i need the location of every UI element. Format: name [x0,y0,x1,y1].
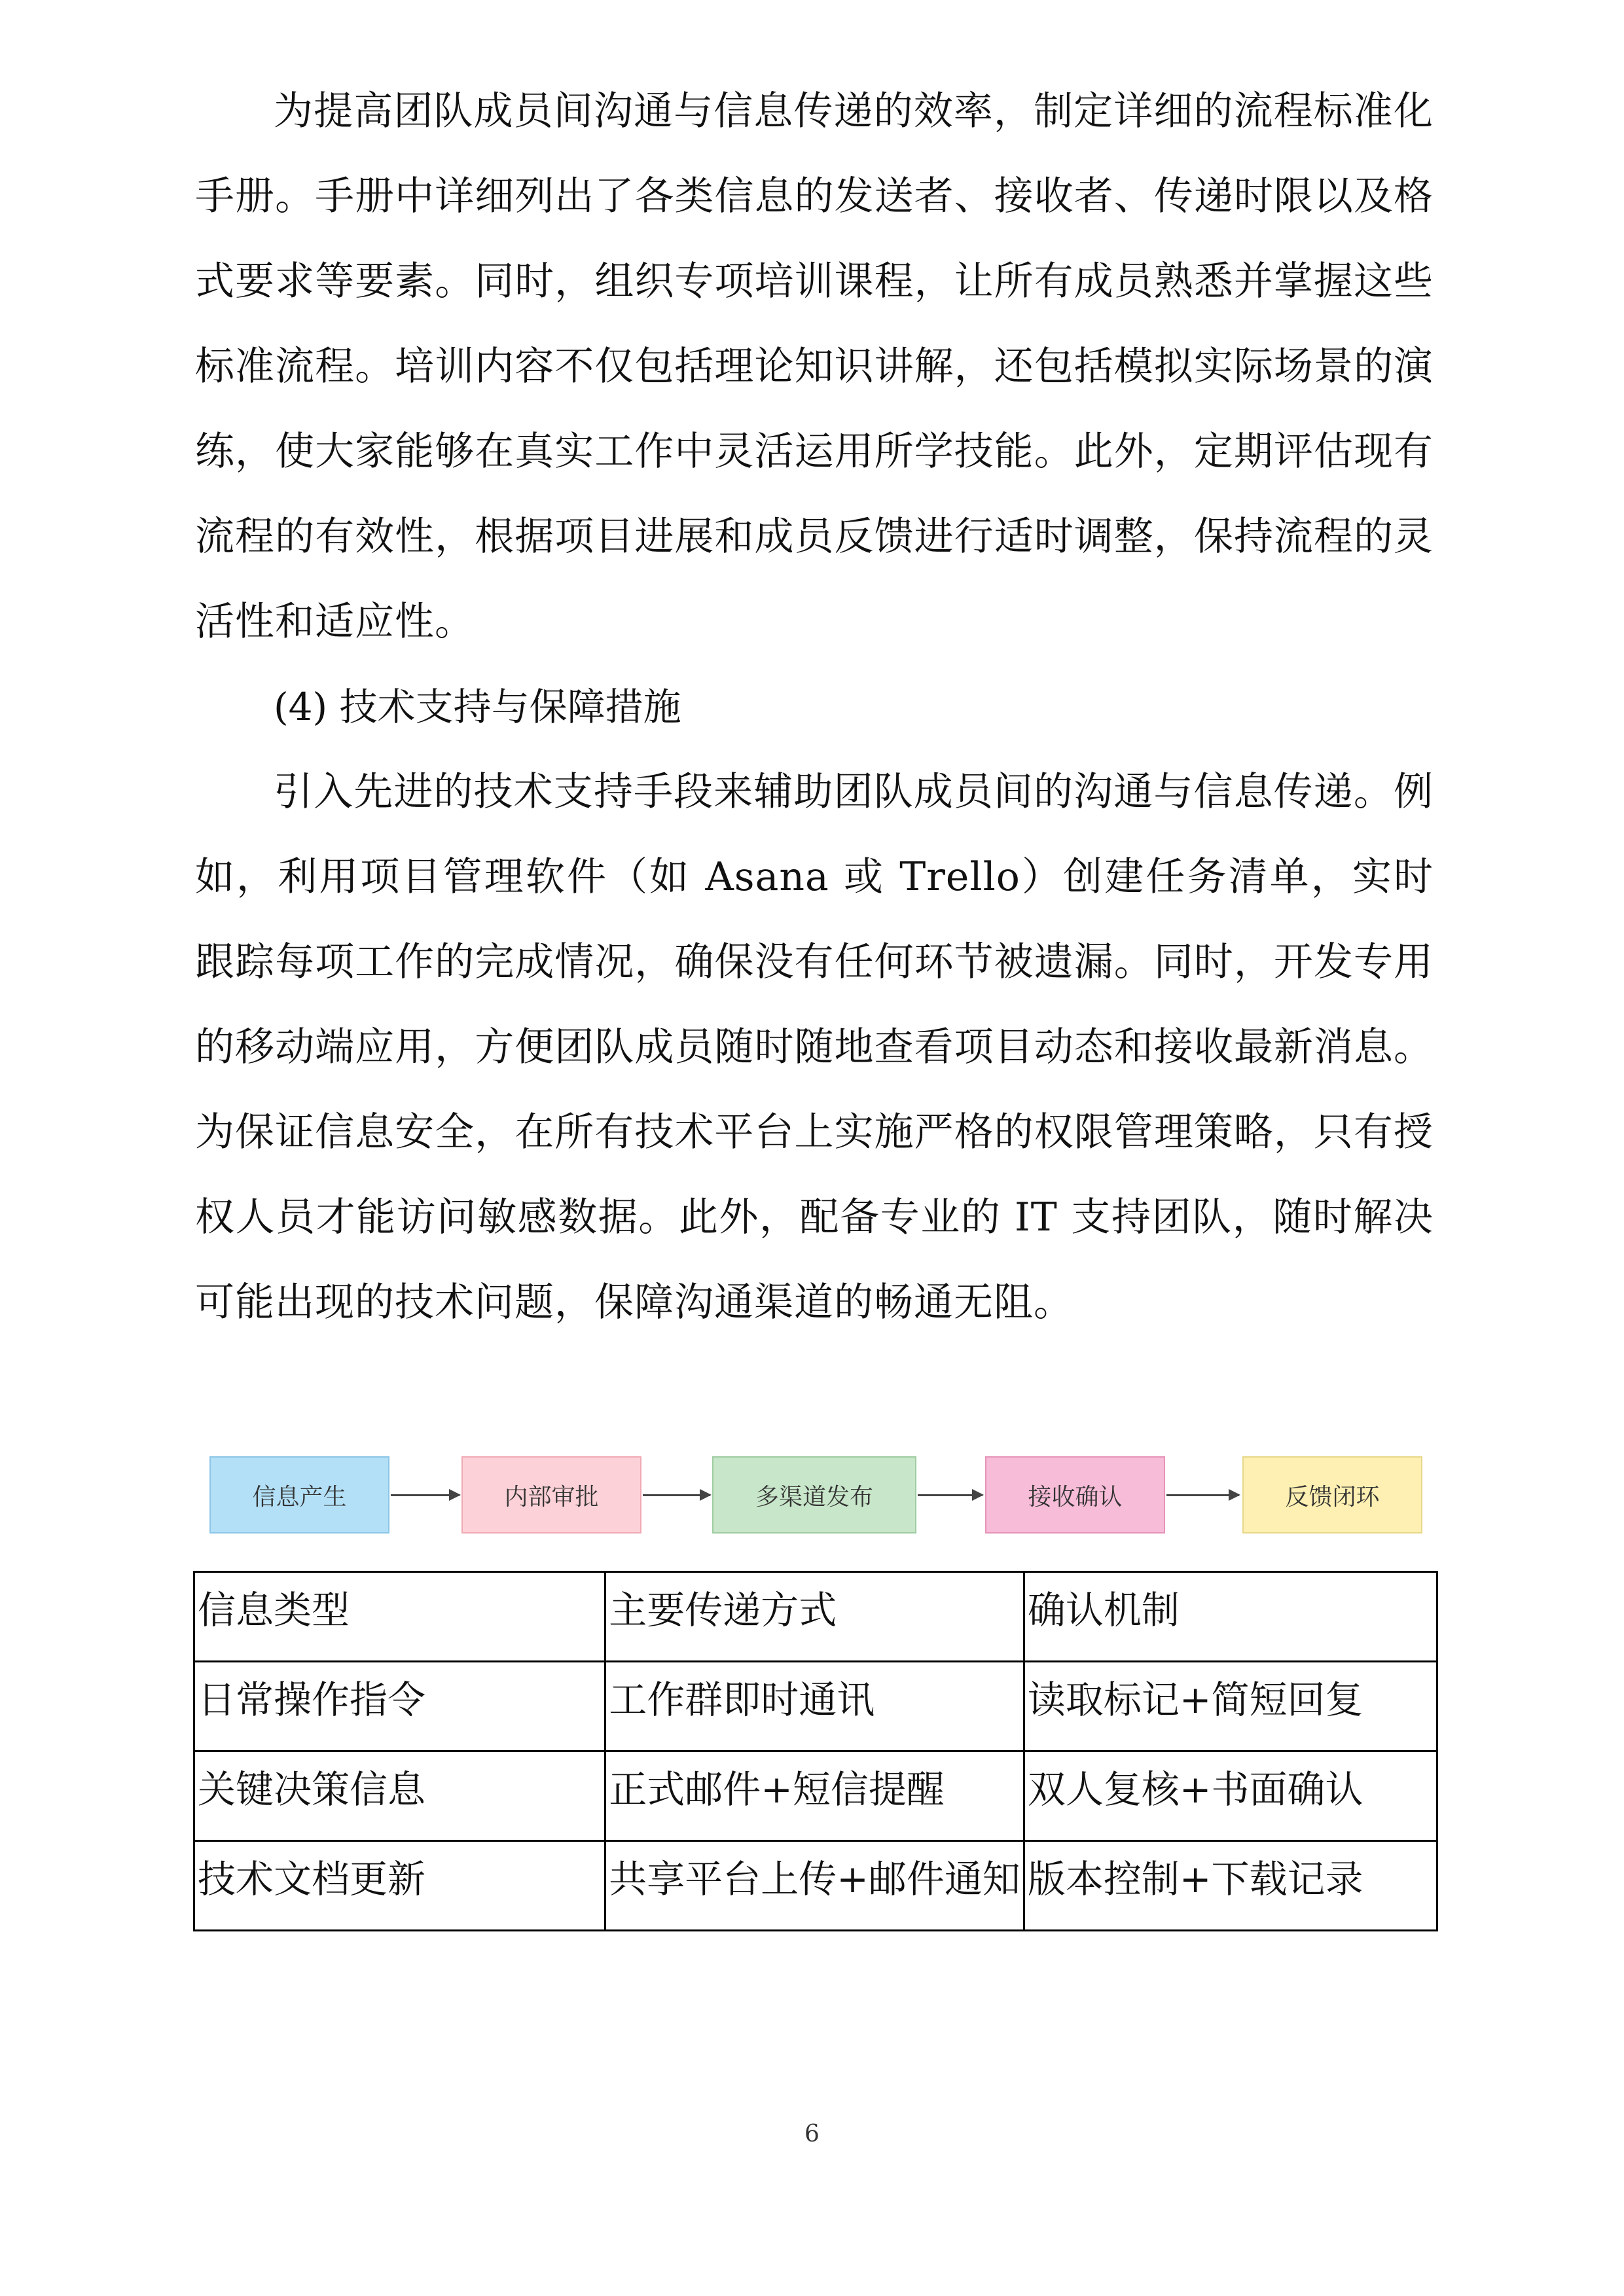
table-cell: 工作群即时通讯 [605,1662,1024,1751]
table-cell: 日常操作指令 [194,1662,605,1751]
table-row [194,1841,1437,1931]
table-row [194,1662,1437,1751]
body-paragraph: 引入先进的技术支持手段来辅助团队成员间的沟通与信息传递。例如，利用项目管理软件（如 Asana 或 Trello）创建任务清单，实时跟踪每项工作的完成情况，确保没有任何环节被遗漏。同时，开发专用的移动端应用，方便团队成员随时随地查看项目动态和接收最新消息。为保证信息安全，在所有技术平台上实施严格的权限管理策略，只有授权人员才能访问敏感数据。此外，配备专业的 IT 支持团队，随时解决可能出现的技术问题，保障沟通渠道的畅通无阻。 [195,769,1434,1325]
table-cell: 读取标记+简短回复 [1024,1662,1437,1751]
page-number: 6 [804,2121,820,2147]
flow-step-internal-approval: 内部审批 [461,1456,641,1534]
flow-step-feedback-loop: 反馈闭环 [1242,1456,1422,1534]
table-cell: 版本控制+下载记录 [1024,1841,1437,1931]
process-flow-diagram [209,1456,1427,1535]
table-cell: 技术文档更新 [194,1841,605,1931]
table-cell: 正式邮件+短信提醒 [605,1751,1024,1841]
flow-step-info-generated: 信息产生 [209,1456,389,1534]
table-cell: 共享平台上传+邮件通知 [605,1841,1024,1931]
flow-arrow [643,1494,710,1496]
body-paragraph: 为提高团队成员间沟通与信息传递的效率，制定详细的流程标准化手册。手册中详细列出了各类信息的发送者、接收者、传递时限以及格式要求等要素。同时，组织专项培训课程，让所有成员熟悉并掌握这些标准流程。培训内容不仅包括理论知识讲解，还包括模拟实际场景的演练，使大家能够在真实工作中灵活运用所学技能。此外，定期评估现有流程的有效性，根据项目进展和成员反馈进行适时调整，保持流程的灵活性和适应性。 [195,88,1434,645]
table-row [194,1751,1437,1841]
table-cell: 双人复核+书面确认 [1024,1751,1437,1841]
table-cell: 关键决策信息 [194,1751,605,1841]
table-header-cell: 主要传递方式 [605,1572,1024,1662]
flow-arrow [918,1494,983,1496]
flow-arrow [391,1494,460,1496]
info-transfer-table [193,1571,1438,1931]
flow-step-multichannel-publish: 多渠道发布 [712,1456,916,1534]
table-header-cell: 信息类型 [194,1572,605,1662]
flow-arrow [1166,1494,1239,1496]
flow-step-receipt-confirmation: 接收确认 [985,1456,1165,1534]
table-header-cell: 确认机制 [1024,1572,1437,1662]
table-header-row [194,1572,1437,1662]
section-heading: (4) 技术支持与保障措施 [274,685,681,729]
